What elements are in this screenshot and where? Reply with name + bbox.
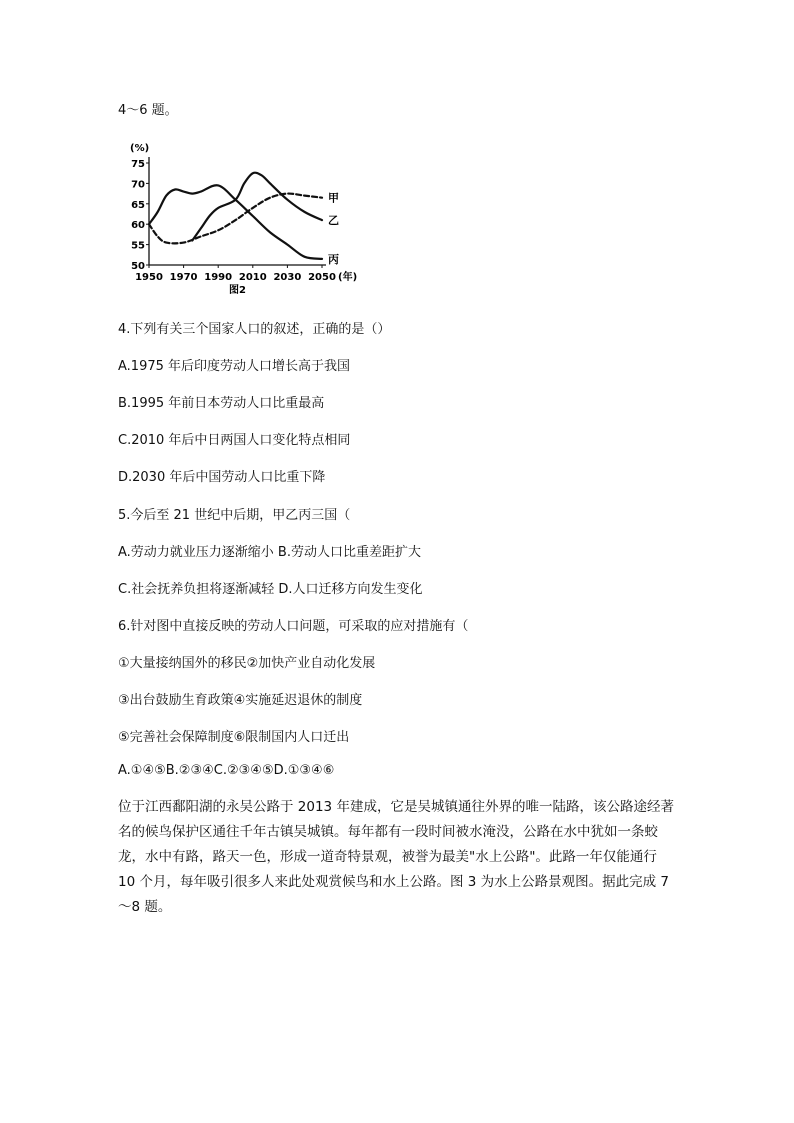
y-tick-label: 75 [131,159,145,170]
x-tick-label: 1990 [204,272,233,283]
question-4: 4.下列有关三个国家人口的叙述，正确的是（） [118,322,391,337]
series-line-1 [192,173,322,241]
q4-option-a: A.1975 年后印度劳动人口增长高于我国 [118,359,351,374]
q6-item-line-1: ①大量接纳国外的移民②加快产业自动化发展 [118,656,376,671]
q4-option-d: D.2030 年后中国劳动人口比重下降 [118,470,326,485]
y-tick-label: 65 [131,199,145,211]
y-tick-label: 70 [131,179,145,191]
series-label-2: 丙 [328,252,339,266]
chart-caption: 图2 [229,285,246,295]
q6-options: A.①④⑤B.②③④C.②③④⑤D.①③④⑥ [118,763,335,778]
q4-option-c: C.2010 年后中日两国人口变化特点相同 [118,433,351,448]
question-6: 6.针对图中直接反映的劳动人口问题，可采取的应对措施有（ [118,619,469,634]
series-label-0: 甲 [328,191,339,205]
question-5: 5.今后至 21 世纪中后期，甲乙丙三国（ [118,508,351,523]
series-label-1: 乙 [328,214,339,228]
x-tick-label: 2010 [238,272,267,283]
y-tick-label: 60 [131,220,145,232]
x-tick-label: 2050 [308,272,336,283]
y-tick-label: 55 [131,240,145,252]
q4-option-b: B.1995 年前日本劳动人口比重最高 [118,396,325,411]
q5-options-ab: A.劳动力就业压力逐渐缩小 B.劳动人口比重差距扩大 [118,545,421,560]
x-tick-label: 2030 [273,272,302,283]
x-axis-label: (年) [338,272,358,283]
y-unit-label: (%) [130,143,150,154]
y-tick-label: 50 [131,261,145,272]
x-tick-label: 1970 [169,272,198,283]
intro-text: 4～6 题。 [118,103,178,118]
series-line-2 [149,185,322,259]
population-chart [118,137,363,295]
x-tick-label: 1950 [135,272,163,283]
q6-item-line-2: ③出台鼓励生育政策④实施延迟退休的制度 [118,693,363,708]
passage-paragraph: 位于江西鄱阳湖的永吴公路于 2013 年建成，它是吴城镇通往外界的唯一陆路，该公路途经著名的候鸟保护区通往千年古镇吴城镇。每年都有一段时间被水淹没，公路在水中犹如一条蛟龙，水中有路，路天一色，形成一道奇特景观，被誉为最美"水上公路"。此路一年仅能通行 10 个月，每年吸引很多人来此处观赏候鸟和水上公路。图 3 为水上公路景观图。据此完成 7～8 题。 [118,799,674,915]
q6-item-line-3: ⑤完善社会保障制度⑥限制国内人口迁出 [118,730,350,745]
q5-options-cd: C.社会抚养负担将逐渐减轻 D.人口迁移方向发生变化 [118,582,423,597]
